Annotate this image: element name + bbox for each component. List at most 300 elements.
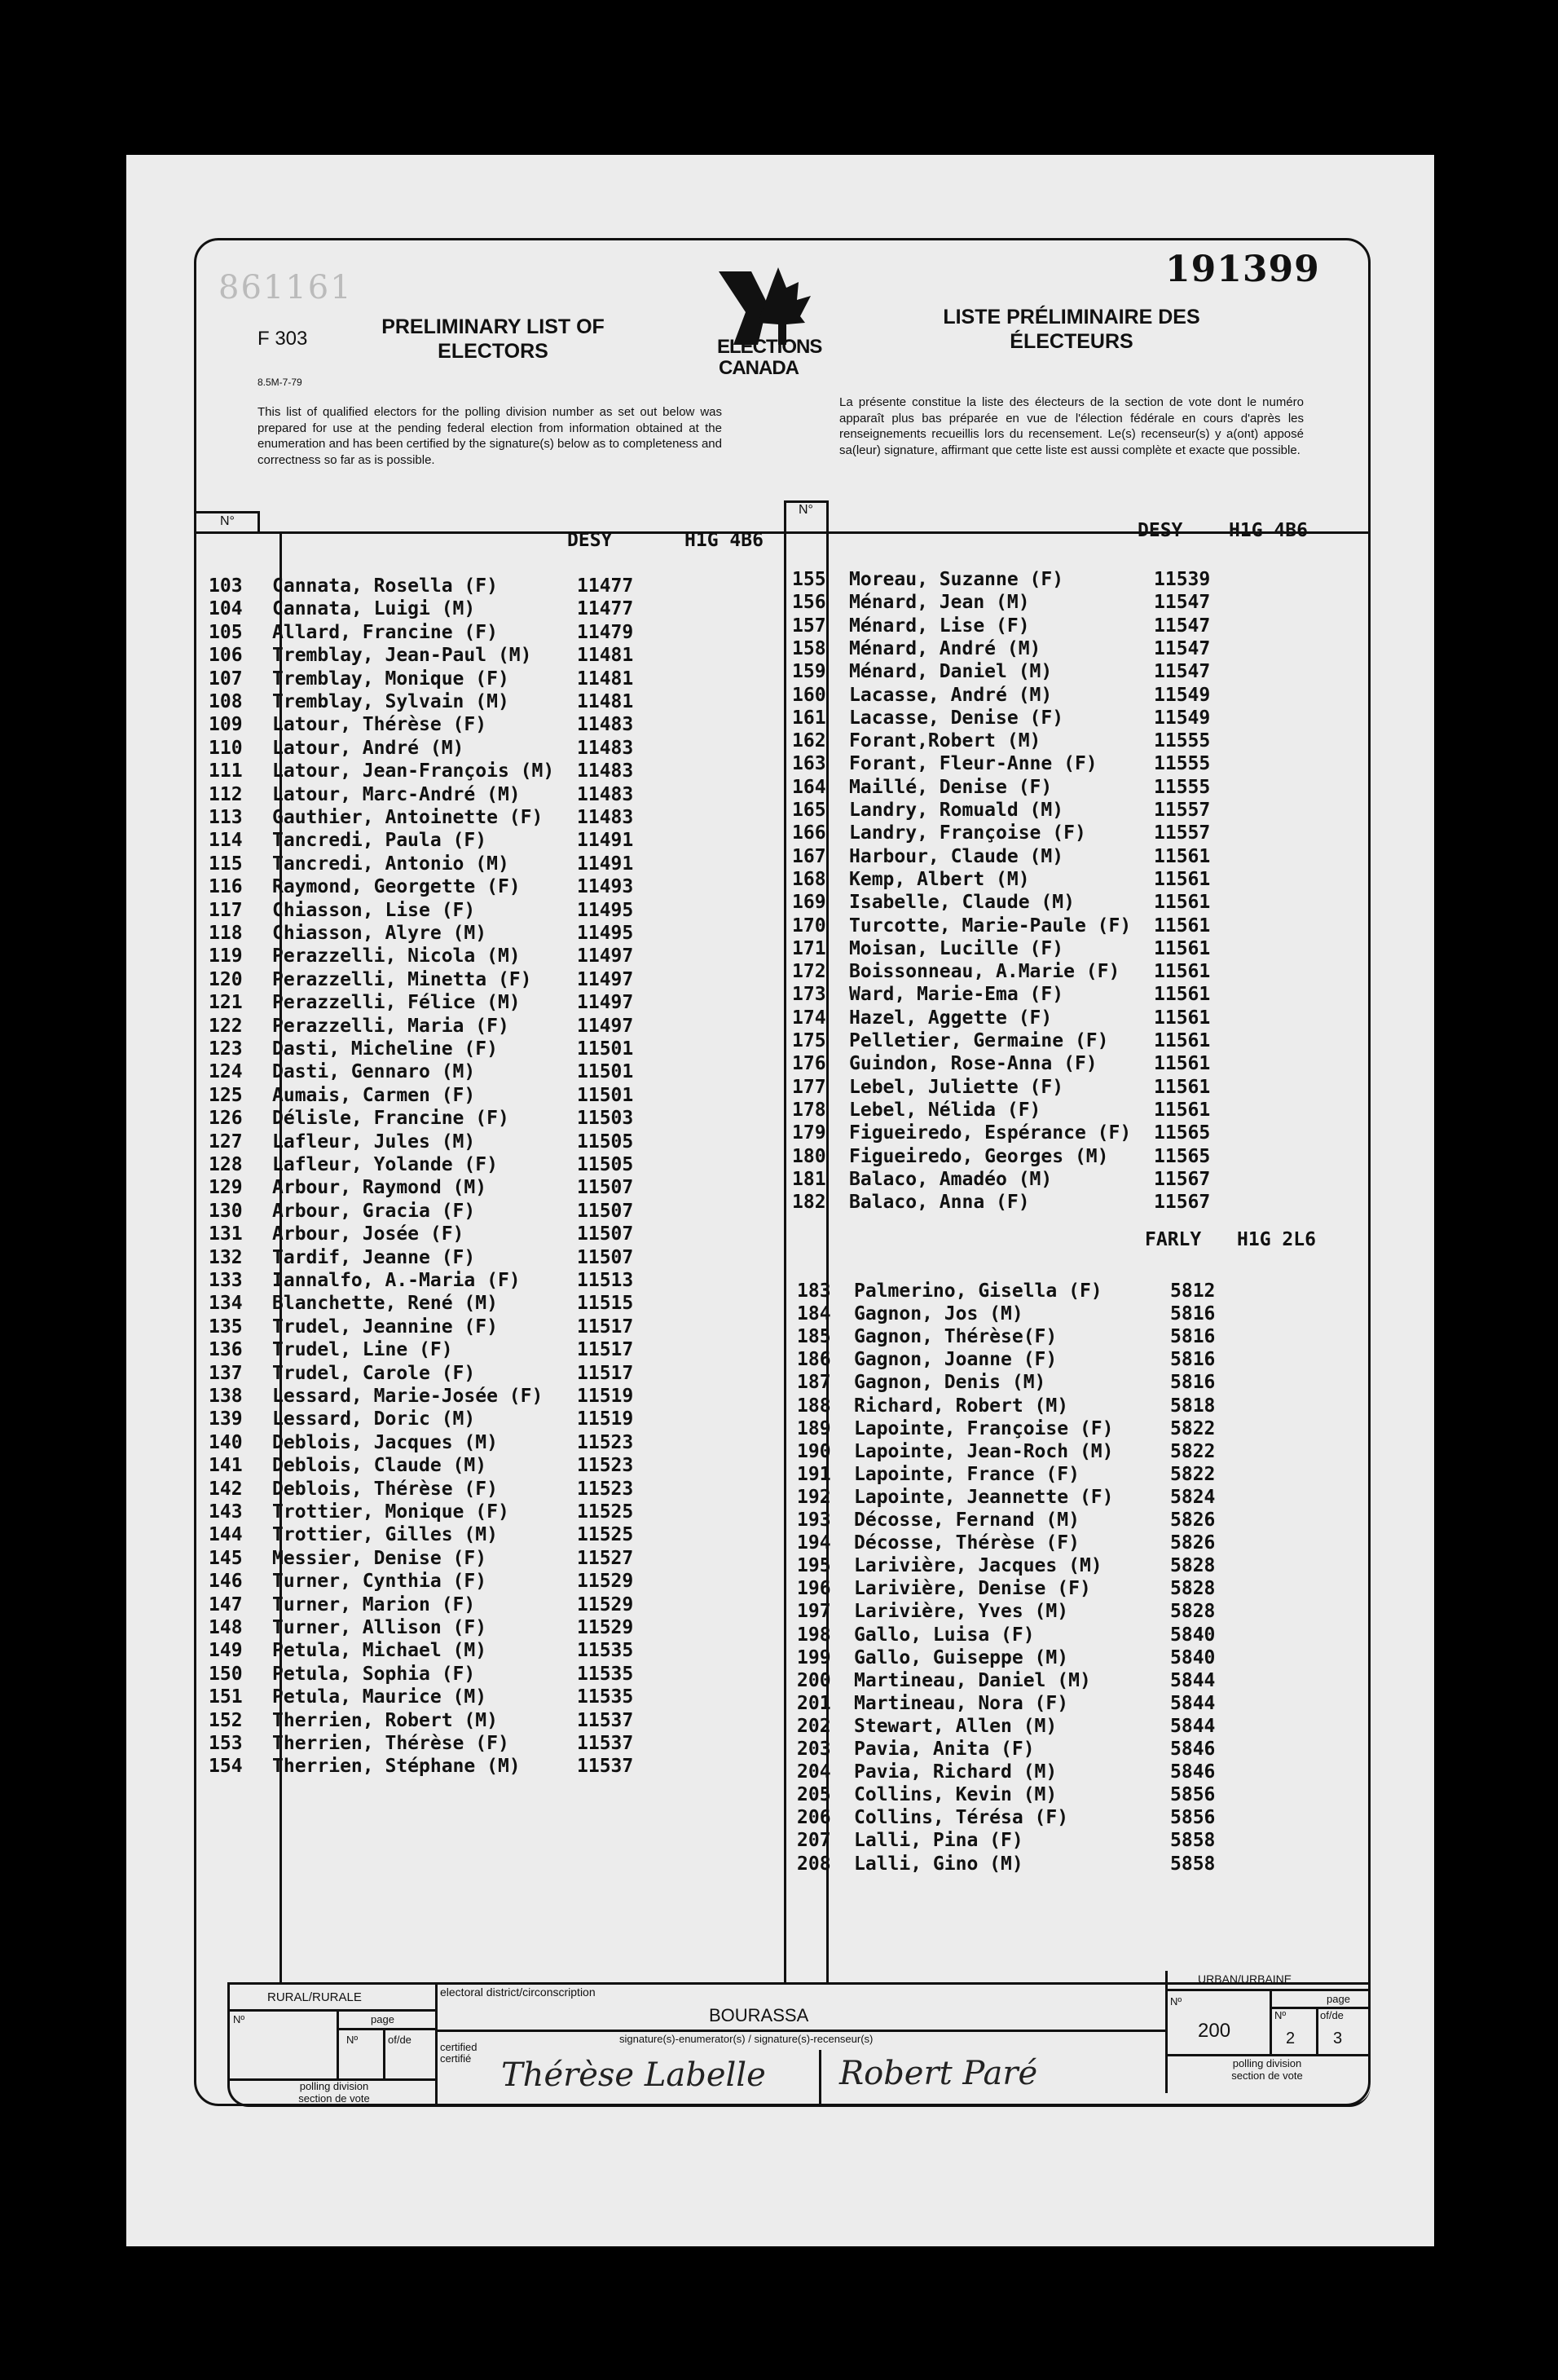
elector-number: 169	[792, 892, 826, 914]
poll-address-number: 5822	[1170, 1463, 1216, 1485]
elector-name: Lalli, Gino (M)	[854, 1853, 1023, 1875]
urban-page-label: page	[1327, 1993, 1350, 2005]
elector-name: Trottier, Gilles (M)	[272, 1524, 498, 1546]
elector-name: Guindon, Rose-Anna (F)	[849, 1053, 1098, 1075]
signature-enumerator-2: Robert Paré	[839, 2055, 1038, 2092]
elector-name: Lapointe, France (F)	[854, 1463, 1080, 1485]
urban-polling-division-en: polling division	[1232, 2057, 1302, 2069]
poll-address-number: 11555	[1154, 753, 1211, 775]
elector-number: 207	[797, 1830, 831, 1852]
elector-number: 135	[209, 1316, 243, 1338]
elector-number: 162	[792, 730, 826, 752]
district-label: electoral district/circonscription	[440, 1986, 596, 1999]
logo-text-1: ELECTIONS	[717, 336, 822, 358]
elector-name: Allard, Francine (F)	[272, 621, 498, 643]
elector-name: Trottier, Monique (F)	[272, 1501, 509, 1523]
poll-address-number: 5826	[1170, 1510, 1216, 1531]
poll-address-number: 5828	[1170, 1601, 1216, 1623]
elector-number: 182	[792, 1192, 826, 1214]
elector-name: Landry, Françoise (F)	[849, 822, 1086, 844]
elector-number: 197	[797, 1601, 831, 1623]
elector-name: Trudel, Jeannine (F)	[272, 1316, 498, 1338]
signature-label: signature(s)-enumerator(s) / signature(s)-recenseur(s)	[619, 2033, 874, 2045]
elector-name: Tancredi, Paula (F)	[272, 830, 487, 852]
poll-address-number: 5828	[1170, 1578, 1216, 1600]
elector-name: Dasti, Micheline (F)	[272, 1038, 498, 1060]
poll-address-number: 11507	[577, 1246, 634, 1268]
poll-address-number: 11549	[1154, 707, 1211, 729]
elector-name: Pavia, Anita (F)	[854, 1739, 1035, 1760]
poll-address-number: 11497	[577, 1015, 634, 1037]
poll-address-number: 11483	[577, 760, 634, 782]
poll-address-number: 5840	[1170, 1646, 1216, 1668]
poll-address-number: 11529	[577, 1593, 634, 1615]
elector-name: Décosse, Thérèse (F)	[854, 1532, 1080, 1554]
elector-name: Tancredi, Antonio (M)	[272, 853, 509, 875]
elector-number: 206	[797, 1807, 831, 1829]
page-number: 2	[1286, 2030, 1296, 2047]
elector-number: 146	[209, 1571, 243, 1593]
poll-address-number: 5858	[1170, 1830, 1216, 1852]
elector-number: 151	[209, 1686, 243, 1708]
faded-stamp: 861161	[218, 269, 353, 306]
elector-number: 154	[209, 1756, 243, 1778]
elector-number: 194	[797, 1532, 831, 1554]
poll-address-number: 11561	[1154, 845, 1211, 867]
number-box-top-right	[784, 500, 829, 503]
certified-label	[440, 2042, 478, 2065]
elector-name: Petula, Sophia (F)	[272, 1663, 476, 1685]
poll-address-number: 11561	[1154, 868, 1211, 890]
urban-polling-division	[1173, 2057, 1361, 2082]
poll-address-number: 11567	[1154, 1168, 1211, 1190]
elector-number: 122	[209, 1015, 243, 1037]
poll-address-number: 11519	[577, 1386, 634, 1407]
poll-address-number: 5822	[1170, 1440, 1216, 1462]
elector-name: Ménard, Lise (F)	[849, 615, 1030, 637]
elector-name: Turner, Allison (F)	[272, 1617, 487, 1638]
poll-address-number: 11479	[577, 621, 634, 643]
elector-number: 109	[209, 714, 243, 736]
poll-address-number: 11537	[577, 1733, 634, 1754]
elector-number: 103	[209, 575, 243, 597]
poll-address-number: 11483	[577, 737, 634, 759]
elector-name: Martineau, Nora (F)	[854, 1692, 1069, 1714]
elector-number: 110	[209, 737, 243, 759]
poll-address-number: 11561	[1154, 1076, 1211, 1098]
elector-number: 160	[792, 684, 826, 706]
elector-number: 192	[797, 1486, 831, 1508]
number-box-top	[194, 511, 259, 513]
elector-name: Lessard, Marie-Josée (F)	[272, 1386, 544, 1407]
elector-name: Gagnon, Joanne (F)	[854, 1349, 1058, 1371]
elector-name: Pavia, Richard (M)	[854, 1761, 1058, 1783]
elector-number: 112	[209, 783, 243, 805]
poll-address-number: 11529	[577, 1571, 634, 1593]
poll-address-number: 11503	[577, 1108, 634, 1130]
elector-name: Cannata, Rosella (F)	[272, 575, 498, 597]
elector-name: Larivière, Denise (F)	[854, 1578, 1091, 1600]
elector-name: Ménard, André (M)	[849, 637, 1041, 659]
elector-number: 140	[209, 1431, 243, 1453]
poll-address-number: 5828	[1170, 1555, 1216, 1577]
poll-address-number: 11561	[1154, 1099, 1211, 1121]
elector-number: 170	[792, 915, 826, 937]
poll-address-number: 11547	[1154, 615, 1211, 637]
postal-code-right-2: H1G 2L6	[1237, 1229, 1316, 1250]
poll-address-number: 11549	[1154, 684, 1211, 706]
elector-number: 143	[209, 1501, 243, 1523]
elections-canada-logo	[709, 267, 847, 381]
elector-number: 202	[797, 1715, 831, 1737]
elector-name: Chiasson, Alyre (M)	[272, 923, 487, 944]
elector-number: 172	[792, 961, 826, 983]
poll-address-number: 11567	[1154, 1192, 1211, 1214]
poll-address-number: 11519	[577, 1408, 634, 1430]
poll-address-number: 11517	[577, 1339, 634, 1361]
elector-number: 105	[209, 621, 243, 643]
title-english-line-2: ELECTORS	[438, 340, 548, 363]
elector-name: Latour, André (M)	[272, 737, 464, 759]
poll-address-number: 11507	[577, 1200, 634, 1222]
elector-name: Stewart, Allen (M)	[854, 1715, 1058, 1737]
rural-polling-division	[244, 2080, 424, 2105]
poll-address-number: 11501	[577, 1084, 634, 1106]
urban-page-no-label: Nº	[1274, 2009, 1287, 2021]
poll-address-number: 11561	[1154, 1030, 1211, 1051]
elector-number: 153	[209, 1733, 243, 1754]
elector-name: Deblois, Jacques (M)	[272, 1431, 498, 1453]
elector-name: Gallo, Luisa (F)	[854, 1624, 1035, 1646]
urban-label: URBAN/URBAINE	[1198, 1972, 1292, 1986]
elector-name: Maillé, Denise (F)	[849, 776, 1053, 798]
poll-address-number: 11507	[577, 1177, 634, 1199]
elector-name: Collins, Térésa (F)	[854, 1807, 1069, 1829]
poll-address-number: 11497	[577, 992, 634, 1014]
poll-address-number: 11539	[1154, 569, 1211, 590]
elector-number: 134	[209, 1293, 243, 1315]
elector-number: 141	[209, 1455, 243, 1477]
elector-number: 164	[792, 776, 826, 798]
elector-name: Ménard, Daniel (M)	[849, 661, 1053, 683]
certified-fr: certifié	[440, 2052, 472, 2065]
rural-of-label: of/de	[388, 2034, 412, 2046]
elector-number: 120	[209, 968, 243, 990]
number-header-left: N°	[220, 514, 235, 528]
elector-number: 139	[209, 1408, 243, 1430]
elector-name: Tardif, Jeanne (F)	[272, 1246, 476, 1268]
poll-address-number: 11529	[577, 1617, 634, 1638]
elector-name: Trudel, Line (F)	[272, 1339, 453, 1361]
elector-name: Turner, Marion (F)	[272, 1593, 476, 1615]
poll-address-number: 5816	[1170, 1372, 1216, 1394]
poll-address-number: 5816	[1170, 1326, 1216, 1348]
elector-number: 188	[797, 1395, 831, 1417]
elector-name: Therrien, Robert (M)	[272, 1709, 498, 1731]
street-left: DESY	[567, 530, 613, 551]
poll-address-number: 5822	[1170, 1417, 1216, 1439]
poll-address-number: 5844	[1170, 1715, 1216, 1737]
elector-number: 161	[792, 707, 826, 729]
polling-division-fr: section de vote	[298, 2092, 370, 2105]
elector-number: 133	[209, 1270, 243, 1291]
elector-number: 195	[797, 1555, 831, 1577]
elector-name: Lebel, Juliette (F)	[849, 1076, 1064, 1098]
poll-address-number: 11495	[577, 923, 634, 944]
elector-number: 189	[797, 1417, 831, 1439]
elector-number: 171	[792, 937, 826, 959]
elector-name: Trudel, Carole (F)	[272, 1362, 476, 1384]
elector-name: Turcotte, Marie-Paule (F)	[849, 915, 1132, 937]
elector-number: 145	[209, 1547, 243, 1569]
elector-number: 147	[209, 1593, 243, 1615]
poll-address-number: 5846	[1170, 1739, 1216, 1760]
elector-number: 121	[209, 992, 243, 1014]
poll-address-number: 11477	[577, 575, 634, 597]
poll-address-number: 11491	[577, 830, 634, 852]
elector-name: Tremblay, Jean-Paul (M)	[272, 645, 532, 667]
elector-name: Pelletier, Germaine (F)	[849, 1030, 1109, 1051]
poll-address-number: 5856	[1170, 1784, 1216, 1806]
title-french-line-1: LISTE PRÉLIMINAIRE DES	[943, 306, 1200, 328]
elector-number: 107	[209, 668, 243, 690]
poll-address-number: 5846	[1170, 1761, 1216, 1783]
elector-number: 208	[797, 1853, 831, 1875]
urban-no-label: Nº	[1170, 1995, 1182, 2008]
elector-number: 186	[797, 1349, 831, 1371]
poll-address-number: 11481	[577, 691, 634, 712]
poll-address-number: 5826	[1170, 1532, 1216, 1554]
elector-name: Lacasse, Denise (F)	[849, 707, 1064, 729]
elector-number: 149	[209, 1640, 243, 1662]
elector-number: 150	[209, 1663, 243, 1685]
elector-name: Lapointe, Françoise (F)	[854, 1417, 1114, 1439]
title-french-line-2: ÉLECTEURS	[1010, 330, 1133, 353]
elector-number: 126	[209, 1108, 243, 1130]
elector-name: Petula, Michael (M)	[272, 1640, 487, 1662]
elector-name: Hazel, Aggette (F)	[849, 1007, 1053, 1029]
poll-address-number: 11501	[577, 1038, 634, 1060]
elector-name: Gagnon, Thérèse(F)	[854, 1326, 1058, 1348]
elector-name: Turner, Cynthia (F)	[272, 1571, 487, 1593]
elector-number: 158	[792, 637, 826, 659]
poll-address-number: 11537	[577, 1756, 634, 1778]
elector-name: Lapointe, Jeannette (F)	[854, 1486, 1114, 1508]
street-right: DESY	[1138, 520, 1183, 541]
elector-number: 137	[209, 1362, 243, 1384]
poll-address-number: 5844	[1170, 1669, 1216, 1691]
elector-name: Deblois, Claude (M)	[272, 1455, 487, 1477]
elector-number: 201	[797, 1692, 831, 1714]
district-name: BOURASSA	[709, 2005, 809, 2025]
poll-address-number: 11561	[1154, 984, 1211, 1006]
poll-address-number: 5818	[1170, 1395, 1216, 1417]
elector-name: Kemp, Albert (M)	[849, 868, 1030, 890]
elector-number: 203	[797, 1739, 831, 1760]
poll-address-number: 11555	[1154, 776, 1211, 798]
poll-address-number: 5824	[1170, 1486, 1216, 1508]
poll-address-number: 11497	[577, 968, 634, 990]
elector-name: Tremblay, Sylvain (M)	[272, 691, 509, 712]
poll-address-number: 11523	[577, 1455, 634, 1477]
elector-number: 118	[209, 923, 243, 944]
elector-name: Richard, Robert (M)	[854, 1395, 1069, 1417]
elector-name: Balaco, Amadéo (M)	[849, 1168, 1053, 1190]
polling-division-number: 200	[1198, 2020, 1231, 2042]
elector-name: Messier, Denise (F)	[272, 1547, 487, 1569]
street-right-2: FARLY	[1145, 1229, 1202, 1250]
elector-number: 119	[209, 945, 243, 967]
elector-name: Perazzelli, Minetta (F)	[272, 968, 532, 990]
elector-number: 180	[792, 1145, 826, 1167]
postal-code-left: H1G 4B6	[684, 530, 764, 551]
elector-number: 136	[209, 1339, 243, 1361]
poll-address-number: 11561	[1154, 961, 1211, 983]
poll-address-number: 5844	[1170, 1692, 1216, 1714]
column-divider-middle	[784, 500, 786, 1982]
logo-text-2: CANADA	[719, 357, 799, 379]
elector-number: 156	[792, 592, 826, 614]
poll-address-number: 11523	[577, 1431, 634, 1453]
column-divider-right	[826, 500, 829, 1982]
elector-number: 117	[209, 899, 243, 921]
elector-name: Arbour, Gracia (F)	[272, 1200, 476, 1222]
form-number: F 303	[257, 328, 308, 350]
elector-name: Isabelle, Claude (M)	[849, 892, 1075, 914]
poll-address-number: 11525	[577, 1501, 634, 1523]
title-english-line-1: PRELIMINARY LIST OF	[381, 315, 605, 338]
elector-name: Collins, Kevin (M)	[854, 1784, 1058, 1806]
poll-address-number: 11561	[1154, 937, 1211, 959]
poll-address-number: 11483	[577, 714, 634, 736]
poll-address-number: 11483	[577, 783, 634, 805]
elector-name: Ménard, Jean (M)	[849, 592, 1030, 614]
poll-address-number: 11535	[577, 1663, 634, 1685]
elector-name: Figueiredo, Georges (M)	[849, 1145, 1109, 1167]
elector-number: 183	[797, 1280, 831, 1302]
number-box-edge	[257, 511, 260, 531]
rural-no-label: Nº	[233, 2013, 245, 2025]
elector-name: Larivière, Jacques (M)	[854, 1555, 1102, 1577]
elector-name: Lacasse, André (M)	[849, 684, 1053, 706]
elector-name: Moreau, Suzanne (F)	[849, 569, 1064, 590]
elector-number: 204	[797, 1761, 831, 1783]
intro-french: La présente constitue la liste des électeurs de la section de vote dont le numéro apparaît plus bas préparée en vue de l'élection fédérale en cours d'après les renseignements recueillis lors du recensement. Le(s) recenseur(s) y a(ont) apposé sa(leur) signature, affirmant que cette liste est aussi complète et exacte que possible.	[839, 395, 1304, 457]
elector-number: 166	[792, 822, 826, 844]
elector-name: Perazzelli, Félice (M)	[272, 992, 521, 1014]
poll-address-number: 11517	[577, 1362, 634, 1384]
rural-page-label: page	[371, 2013, 394, 2025]
poll-address-number: 11493	[577, 876, 634, 898]
elector-number: 165	[792, 800, 826, 821]
elector-number: 132	[209, 1246, 243, 1268]
elector-number: 163	[792, 753, 826, 775]
elector-number: 148	[209, 1617, 243, 1638]
poll-address-number: 11491	[577, 853, 634, 875]
number-header-right: N°	[799, 503, 813, 517]
elector-name: Délisle, Francine (F)	[272, 1108, 509, 1130]
elector-name: Lebel, Nélida (F)	[849, 1099, 1041, 1121]
elector-number: 191	[797, 1463, 831, 1485]
elector-number: 205	[797, 1784, 831, 1806]
polling-division-en: polling division	[299, 2080, 369, 2092]
elector-name: Chiasson, Lise (F)	[272, 899, 476, 921]
elector-name: Boissonneau, A.Marie (F)	[849, 961, 1120, 983]
poll-address-number: 11557	[1154, 800, 1211, 821]
elector-number: 129	[209, 1177, 243, 1199]
elector-number: 193	[797, 1510, 831, 1531]
poll-address-number: 11557	[1154, 822, 1211, 844]
page-of-number: 3	[1333, 2030, 1343, 2047]
elector-name: Décosse, Fernand (M)	[854, 1510, 1080, 1531]
elector-name: Arbour, Raymond (M)	[272, 1177, 487, 1199]
elector-number: 168	[792, 868, 826, 890]
elector-number: 173	[792, 984, 826, 1006]
elector-number: 113	[209, 807, 243, 828]
elector-number: 125	[209, 1084, 243, 1106]
poll-address-number: 11507	[577, 1223, 634, 1245]
title-english	[359, 315, 627, 364]
poll-address-number: 11555	[1154, 730, 1211, 752]
poll-address-number: 11535	[577, 1640, 634, 1662]
poll-address-number: 11565	[1154, 1122, 1211, 1144]
elector-name: Therrien, Thérèse (F)	[272, 1733, 509, 1754]
elector-name: Lalli, Pina (F)	[854, 1830, 1023, 1852]
poll-address-number: 11527	[577, 1547, 634, 1569]
elector-name: Arbour, Josée (F)	[272, 1223, 464, 1245]
elector-number: 144	[209, 1524, 243, 1546]
elector-name: Deblois, Thérèse (F)	[272, 1478, 498, 1500]
elector-name: Figueiredo, Espérance (F)	[849, 1122, 1132, 1144]
elector-name: Moisan, Lucille (F)	[849, 937, 1064, 959]
title-french	[921, 305, 1222, 354]
elector-number: 177	[792, 1076, 826, 1098]
poll-address-number: 5858	[1170, 1853, 1216, 1875]
poll-address-number: 11561	[1154, 1053, 1211, 1075]
poll-address-number: 11477	[577, 598, 634, 620]
poll-address-number: 11525	[577, 1524, 634, 1546]
poll-address-number: 11535	[577, 1686, 634, 1708]
elector-number: 114	[209, 830, 243, 852]
urban-of-label: of/de	[1320, 2009, 1344, 2021]
poll-address-number: 5816	[1170, 1349, 1216, 1371]
poll-address-number: 11515	[577, 1293, 634, 1315]
elector-name: Larivière, Yves (M)	[854, 1601, 1069, 1623]
elector-number: 187	[797, 1372, 831, 1394]
elector-name: Petula, Maurice (M)	[272, 1686, 487, 1708]
poll-address-number: 5812	[1170, 1280, 1216, 1302]
elector-number: 130	[209, 1200, 243, 1222]
rural-label: RURAL/RURALE	[267, 1990, 362, 2004]
elector-number: 115	[209, 853, 243, 875]
elector-number: 116	[209, 876, 243, 898]
poll-address-number: 11517	[577, 1316, 634, 1338]
certified-en: certified	[440, 2041, 478, 2053]
poll-address-number: 11565	[1154, 1145, 1211, 1167]
print-code: 8.5M-7-79	[257, 377, 302, 388]
poll-address-number: 11505	[577, 1130, 634, 1153]
elector-name: Lessard, Doric (M)	[272, 1408, 476, 1430]
elector-number: 152	[209, 1709, 243, 1731]
elector-name: Lafleur, Yolande (F)	[272, 1154, 498, 1175]
elector-number: 200	[797, 1669, 831, 1691]
elector-name: Gallo, Guiseppe (M)	[854, 1646, 1069, 1668]
rural-page-no-label: Nº	[346, 2034, 359, 2046]
elector-number: 190	[797, 1440, 831, 1462]
elector-number: 198	[797, 1624, 831, 1646]
elector-number: 175	[792, 1030, 826, 1051]
elector-number: 111	[209, 760, 243, 782]
